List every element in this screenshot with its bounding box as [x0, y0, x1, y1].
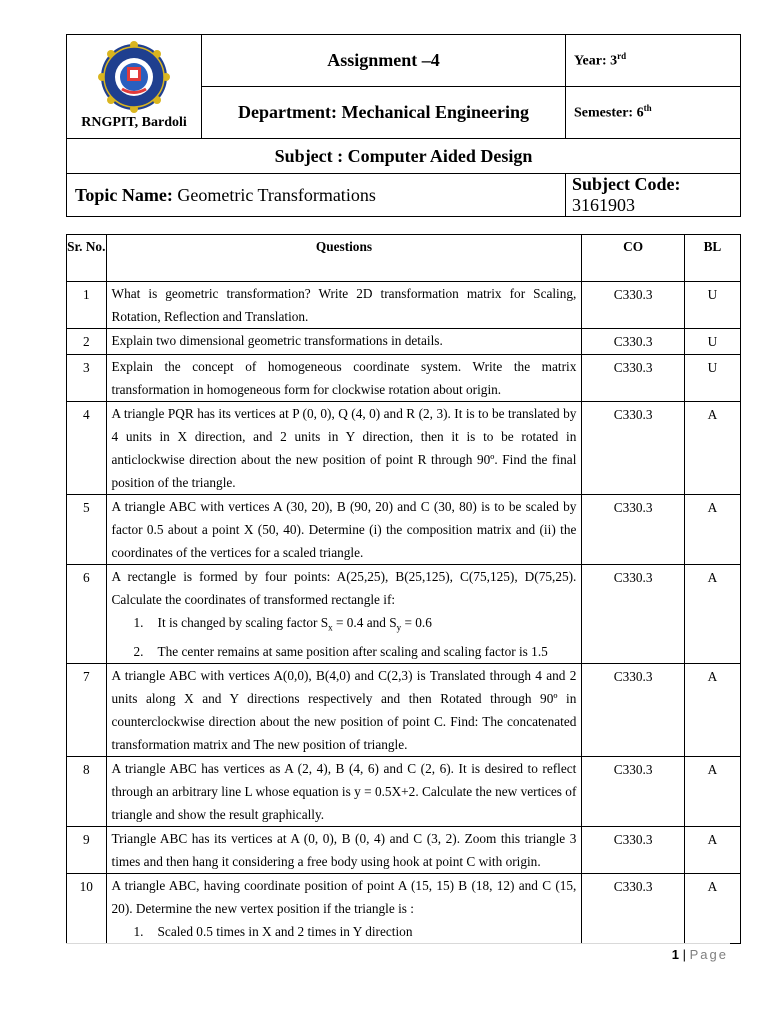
question-text	[106, 565, 582, 664]
question-sublist	[112, 611, 577, 663]
table-row	[67, 355, 741, 402]
bloom-level: A	[684, 826, 740, 873]
bloom-level: A	[684, 756, 740, 826]
course-outcome: C330.3	[582, 873, 685, 943]
bloom-level: A	[684, 495, 740, 565]
table-row	[67, 663, 741, 756]
subscript: x	[328, 622, 333, 633]
bl-header: BL	[684, 235, 740, 282]
table-row	[67, 282, 741, 329]
question-body: A rectangle is formed by four points: A(25,25), B(25,125), C(75,125), D(75,25). Calculate the coordinates of transformed rectangle if:	[111, 569, 577, 607]
bloom-level: A	[684, 565, 740, 664]
institute-name: RNGPIT, Bardoli	[81, 114, 187, 130]
question-text	[106, 663, 582, 756]
subitem-number: 1.	[133, 923, 144, 939]
question-body: What is geometric transformation? Write 2D transformation matrix for Scaling, Rotation, Reflection and Translation.	[111, 286, 577, 324]
header-table	[66, 34, 741, 217]
topic-name: Topic Name: Geometric Transformations	[67, 174, 566, 217]
course-outcome: C330.3	[582, 826, 685, 873]
question-body: Triangle ABC has its vertices at A (0, 0), B (0, 4) and C (3, 2). Zoom this triangle 3 times and then hang it considering a free body using hook at point C with origin.	[111, 830, 577, 869]
question-subitem	[112, 611, 577, 640]
question-body: A triangle ABC with vertices A (30, 20), B (90, 20) and C (30, 80) is to be scaled by factor 0.5 about a point X (50, 40). Determine (i) the composition matrix and (ii) the coordinates of the vertices for a scaled triangle.	[111, 499, 577, 560]
sr-no-header: Sr. No.	[67, 235, 107, 282]
question-subitem	[112, 640, 577, 663]
question-body: Explain the concept of homogeneous coordinate system. Write the matrix transformation in homogeneous form for clockwise rotation about origin.	[111, 359, 577, 397]
row-number: 9	[67, 826, 107, 873]
question-text	[106, 756, 582, 826]
row-number: 1	[67, 282, 107, 329]
question-body: A triangle ABC has vertices as A (2, 4), B (4, 6) and C (2, 6). It is desired to reflect through an arbitrary line L whose equation is y = 0.5X+2. Calculate the new vertices of triangle and show the result graphically.	[111, 760, 577, 822]
bloom-level: U	[684, 355, 740, 402]
bloom-level: A	[684, 873, 740, 943]
question-body: A triangle ABC, having coordinate position of point A (15, 15) B (18, 12) and C (15, 20). Determine the new vertex position if the triangle is :	[111, 877, 577, 916]
table-row	[67, 329, 741, 355]
course-outcome: C330.3	[582, 355, 685, 402]
subitem-text: = 0.4 and S	[332, 615, 397, 630]
logo-cell	[67, 35, 202, 139]
bloom-level: A	[684, 663, 740, 756]
question-body: Explain two dimensional geometric transformations in details.	[111, 333, 443, 348]
department-title: Department: Mechanical Engineering	[202, 87, 566, 139]
page-number: 1	[671, 947, 679, 962]
row-number: 4	[67, 402, 107, 495]
table-row	[67, 873, 741, 943]
questions-table	[66, 234, 741, 944]
subitem-number: 1.	[133, 615, 144, 630]
year-label: Year: 3rd	[566, 35, 741, 87]
bloom-level: A	[684, 402, 740, 495]
course-outcome: C330.3	[582, 329, 685, 355]
question-text	[106, 826, 582, 873]
course-outcome: C330.3	[582, 663, 685, 756]
table-row	[67, 756, 741, 826]
row-number: 3	[67, 355, 107, 402]
page-footer	[672, 947, 728, 962]
course-outcome: C330.3	[582, 565, 685, 664]
table-row	[67, 565, 741, 664]
subitem-text: It is changed by scaling factor S	[157, 615, 329, 630]
question-body: A triangle ABC with vertices A(0,0), B(4,0) and C(2,3) is Translated through 4 and 2 units along X and Y directions respectively and then Rotated through 90º in counterclockwise direction about the new position of point C. Find: The concatenated transformation matrix and The new position of triangle.	[111, 667, 577, 752]
table-row	[67, 402, 741, 495]
subscript: y	[396, 622, 402, 633]
bloom-level: U	[684, 329, 740, 355]
row-number: 10	[67, 873, 107, 943]
subject-code: Subject Code: 3161903	[566, 174, 741, 217]
row-number: 8	[67, 756, 107, 826]
question-sublist	[112, 920, 577, 943]
question-text	[106, 329, 582, 355]
footer-divider	[66, 943, 730, 944]
question-text	[106, 873, 582, 943]
table-row	[67, 495, 741, 565]
question-body: A triangle PQR has its vertices at P (0, 0), Q (4, 0) and R (2, 3). It is to be translated by 4 units in X direction, and 2 units in Y direction, then it is to be rotated in anticlockwise direction about the new position of point R through 90º. Find the final position of the triangle.	[111, 406, 577, 490]
row-number: 5	[67, 495, 107, 565]
semester-label: Semester: 6th	[566, 87, 741, 139]
table-row	[67, 826, 741, 873]
institute-logo-icon	[94, 41, 174, 113]
row-number: 7	[67, 663, 107, 756]
question-text	[106, 355, 582, 402]
questions-header: Questions	[106, 235, 582, 282]
subitem-text: Scaled 0.5 times in X and 2 times in Y direction	[157, 923, 413, 939]
assignment-title: Assignment –4	[202, 35, 566, 87]
question-text	[106, 495, 582, 565]
row-number: 6	[67, 565, 107, 664]
subitem-text: = 0.6	[401, 615, 432, 630]
course-outcome: C330.3	[582, 756, 685, 826]
subject-title: Subject : Computer Aided Design	[67, 139, 741, 174]
page-word: Page	[689, 947, 728, 962]
bloom-level: U	[684, 282, 740, 329]
subitem-text: The center remains at same position after scaling and scaling factor is 1.5	[157, 643, 548, 659]
subitem-number: 2.	[133, 643, 144, 659]
course-outcome: C330.3	[582, 402, 685, 495]
table-header-row	[67, 235, 741, 282]
course-outcome: C330.3	[582, 495, 685, 565]
co-header: CO	[582, 235, 685, 282]
footer-separator: |	[682, 947, 686, 962]
question-text	[106, 402, 582, 495]
course-outcome: C330.3	[582, 282, 685, 329]
question-text	[106, 282, 582, 329]
row-number: 2	[67, 329, 107, 355]
question-subitem	[112, 920, 577, 943]
